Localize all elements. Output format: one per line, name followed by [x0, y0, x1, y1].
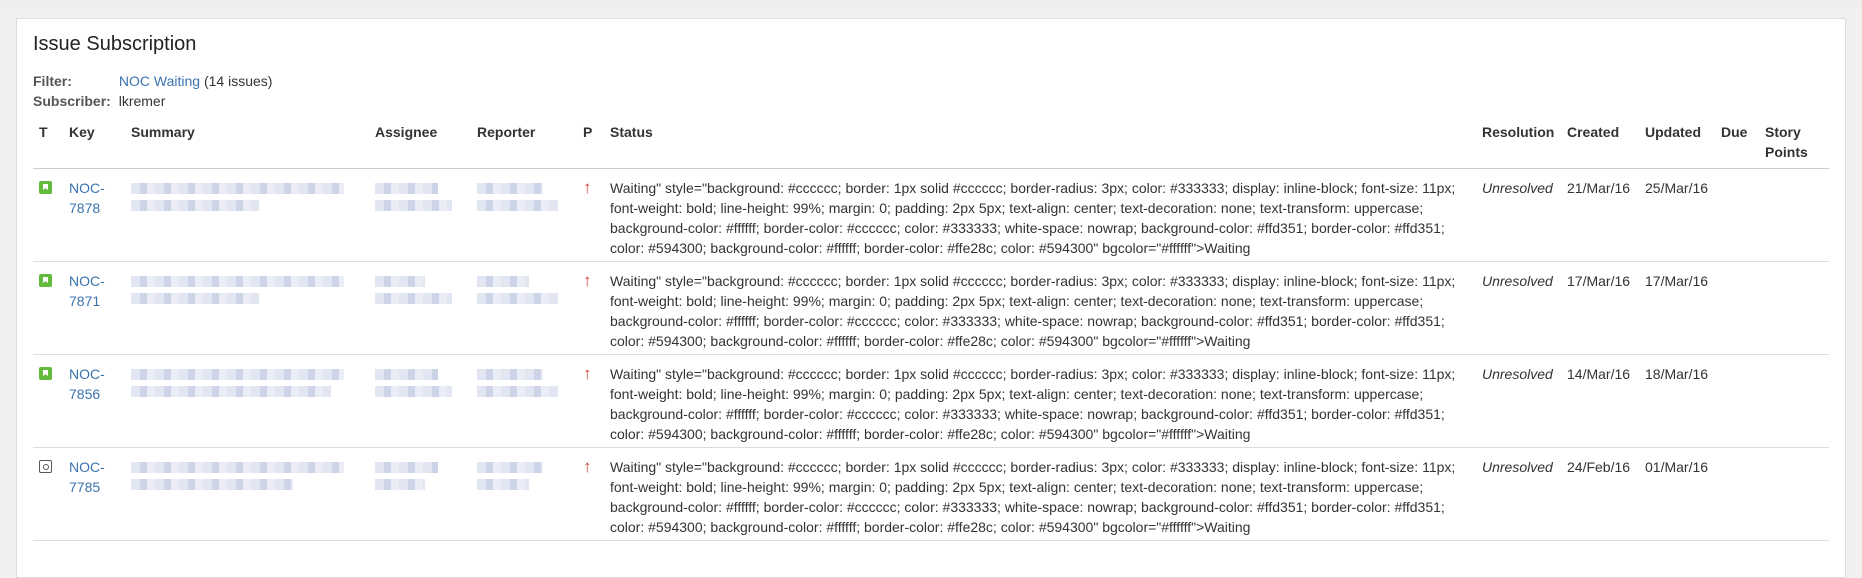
priority-up-arrow-icon: ↑ — [583, 457, 592, 476]
status-cell: Waiting" style="background: #cccccc; border: 1px solid #cccccc; border-radius: 3px; color: #333333; display: inline-block; font-size: 11px; font-weight: bold; line-height: 99%; margin: 0; padding: 2px 5px; text-align: center; text-decoration: none; text-transform: uppercase; background-color: #ffffff; border-color: #cccccc; color: #333333; white-space: nowrap; background-color: #ffd351; border-color: #ffd351; color: #594300; background-color: #ffffff; border-color: #ffe28c; color: #594300" bgcolor="#ffffff">Waiting — [604, 448, 1476, 541]
header-type[interactable]: T — [33, 114, 63, 169]
assignee-cell[interactable] — [369, 262, 471, 355]
header-created[interactable]: Created — [1561, 114, 1639, 169]
redacted-text — [131, 200, 259, 211]
due-cell — [1715, 262, 1759, 355]
redacted-text — [477, 462, 543, 473]
created-cell: 17/Mar/16 — [1561, 262, 1639, 355]
story-points-cell — [1759, 262, 1829, 355]
issue-key-link[interactable]: NOC-7878 — [63, 169, 125, 262]
redacted-text — [375, 462, 438, 473]
redacted-text — [477, 369, 543, 380]
redacted-text — [477, 386, 558, 397]
redacted-text — [375, 293, 452, 304]
header-summary[interactable]: Summary — [125, 114, 369, 169]
reporter-cell[interactable] — [471, 169, 577, 262]
resolution-cell: Unresolved — [1476, 169, 1561, 262]
story-points-cell — [1759, 355, 1829, 448]
filter-label: Filter: — [33, 73, 72, 89]
reporter-cell[interactable] — [471, 448, 577, 541]
story-points-cell — [1759, 169, 1829, 262]
header-status[interactable]: Status — [604, 114, 1476, 169]
top-strip — [0, 0, 1862, 8]
resolution-cell: Unresolved — [1476, 448, 1561, 541]
redacted-text — [375, 183, 438, 194]
redacted-text — [477, 293, 558, 304]
updated-cell: 01/Mar/16 — [1639, 448, 1715, 541]
redacted-text — [375, 200, 452, 211]
redacted-text — [131, 293, 259, 304]
issues-table — [33, 114, 1829, 541]
due-cell — [1715, 169, 1759, 262]
header-reporter[interactable]: Reporter — [471, 114, 577, 169]
status-cell: Waiting" style="background: #cccccc; border: 1px solid #cccccc; border-radius: 3px; color: #333333; display: inline-block; font-size: 11px; font-weight: bold; line-height: 99%; margin: 0; padding: 2px 5px; text-align: center; text-decoration: none; text-transform: uppercase; background-color: #ffffff; border-color: #cccccc; color: #333333; white-space: nowrap; background-color: #ffd351; border-color: #ffd351; color: #594300; background-color: #ffffff; border-color: #ffe28c; color: #594300" bgcolor="#ffffff">Waiting — [604, 262, 1476, 355]
story-points-cell — [1759, 448, 1829, 541]
table-row — [33, 448, 1829, 541]
header-due[interactable]: Due — [1715, 114, 1759, 169]
filter-link[interactable]: NOC Waiting — [118, 73, 201, 89]
story-icon — [39, 367, 52, 380]
filter-row — [33, 73, 272, 89]
created-cell: 14/Mar/16 — [1561, 355, 1639, 448]
priority-up-arrow-icon: ↑ — [583, 178, 592, 197]
redacted-text — [131, 369, 344, 380]
summary-cell[interactable] — [125, 262, 369, 355]
resolution-cell: Unresolved — [1476, 355, 1561, 448]
filter-count: (14 issues) — [203, 73, 273, 89]
assignee-cell[interactable] — [369, 169, 471, 262]
redacted-text — [375, 386, 452, 397]
reporter-cell[interactable] — [471, 355, 577, 448]
camera-icon — [39, 460, 52, 473]
table-row — [33, 169, 1829, 262]
issue-key-link[interactable]: NOC-7871 — [63, 262, 125, 355]
table-row — [33, 262, 1829, 355]
summary-cell[interactable] — [125, 169, 369, 262]
redacted-text — [131, 386, 331, 397]
header-updated[interactable]: Updated — [1639, 114, 1715, 169]
status-cell: Waiting" style="background: #cccccc; border: 1px solid #cccccc; border-radius: 3px; color: #333333; display: inline-block; font-size: 11px; font-weight: bold; line-height: 99%; margin: 0; padding: 2px 5px; text-align: center; text-decoration: none; text-transform: uppercase; background-color: #ffffff; border-color: #cccccc; color: #333333; white-space: nowrap; background-color: #ffd351; border-color: #ffd351; color: #594300; background-color: #ffffff; border-color: #ffe28c; color: #594300" bgcolor="#ffffff">Waiting — [604, 169, 1476, 262]
story-icon — [39, 274, 52, 287]
updated-cell: 17/Mar/16 — [1639, 262, 1715, 355]
status-cell: Waiting" style="background: #cccccc; border: 1px solid #cccccc; border-radius: 3px; color: #333333; display: inline-block; font-size: 11px; font-weight: bold; line-height: 99%; margin: 0; padding: 2px 5px; text-align: center; text-decoration: none; text-transform: uppercase; background-color: #ffffff; border-color: #cccccc; color: #333333; white-space: nowrap; background-color: #ffd351; border-color: #ffd351; color: #594300; background-color: #ffffff; border-color: #ffe28c; color: #594300" bgcolor="#ffffff">Waiting — [604, 355, 1476, 448]
redacted-text — [375, 479, 425, 490]
created-cell: 24/Feb/16 — [1561, 448, 1639, 541]
summary-cell[interactable] — [125, 448, 369, 541]
issue-subscription-panel — [16, 18, 1846, 578]
issue-key-link[interactable]: NOC-7856 — [63, 355, 125, 448]
redacted-text — [131, 479, 293, 490]
header-key[interactable]: Key — [63, 114, 125, 169]
table-header-row — [33, 114, 1829, 169]
reporter-cell[interactable] — [471, 262, 577, 355]
due-cell — [1715, 448, 1759, 541]
redacted-text — [375, 276, 425, 287]
updated-cell: 25/Mar/16 — [1639, 169, 1715, 262]
header-priority[interactable]: P — [577, 114, 604, 169]
redacted-text — [477, 479, 529, 490]
assignee-cell[interactable] — [369, 355, 471, 448]
redacted-text — [131, 183, 344, 194]
subscriber-row — [33, 93, 165, 109]
redacted-text — [477, 276, 529, 287]
resolution-cell: Unresolved — [1476, 262, 1561, 355]
updated-cell: 18/Mar/16 — [1639, 355, 1715, 448]
assignee-cell[interactable] — [369, 448, 471, 541]
redacted-text — [375, 369, 438, 380]
redacted-text — [131, 276, 344, 287]
summary-cell[interactable] — [125, 355, 369, 448]
subscriber-label: Subscriber: — [33, 93, 111, 109]
redacted-text — [477, 183, 543, 194]
issue-key-link[interactable]: NOC-7785 — [63, 448, 125, 541]
redacted-text — [131, 462, 344, 473]
subscriber-value: lkremer — [118, 93, 166, 109]
header-assignee[interactable]: Assignee — [369, 114, 471, 169]
redacted-text — [477, 200, 558, 211]
header-resolution[interactable]: Resolution — [1476, 114, 1561, 169]
priority-up-arrow-icon: ↑ — [583, 364, 592, 383]
header-story-points[interactable]: Story Points — [1759, 114, 1829, 169]
priority-up-arrow-icon: ↑ — [583, 271, 592, 290]
story-icon — [39, 181, 52, 194]
due-cell — [1715, 355, 1759, 448]
table-row — [33, 355, 1829, 448]
created-cell: 21/Mar/16 — [1561, 169, 1639, 262]
page-title: Issue Subscription — [33, 33, 197, 55]
